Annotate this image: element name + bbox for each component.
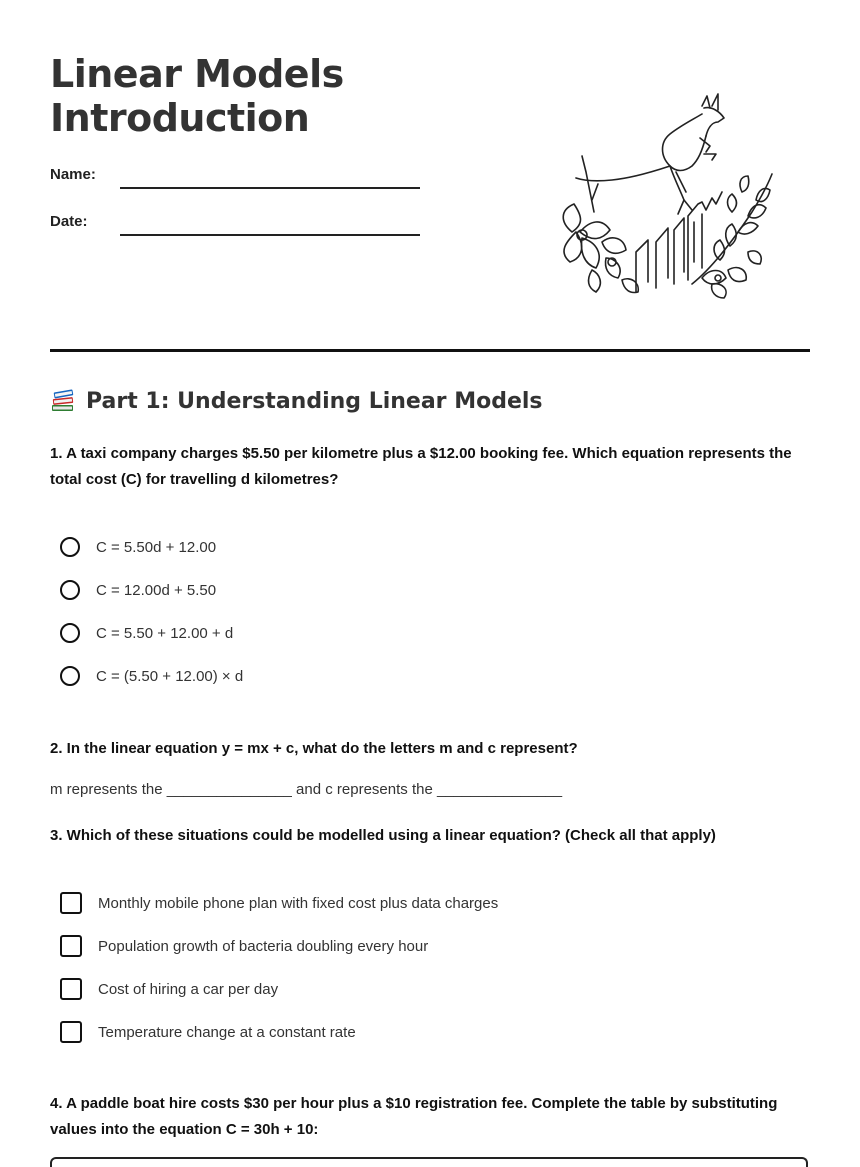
checkbox[interactable] <box>60 1021 82 1043</box>
question-4-text: 4. A paddle boat hire costs $30 per hour plus a $10 registration fee. Complete the table by substituting values into the equation C = 30h + 10: <box>50 1095 778 1138</box>
q1-option-label: C = (5.50 + 12.00) × d <box>96 667 244 685</box>
q2-text-m: m represents the <box>50 781 163 798</box>
radio-button[interactable] <box>60 666 80 686</box>
q1-option-c[interactable] <box>60 623 233 643</box>
q2-text-c: and c represents the <box>296 781 433 798</box>
q2-blank-c[interactable]: _______________ <box>436 781 563 798</box>
q3-option-label: Population growth of bacteria doubling every hour <box>98 937 429 955</box>
q2-blank-m[interactable]: _______________ <box>166 781 292 798</box>
q3-option-a[interactable] <box>60 892 498 914</box>
radio-button[interactable] <box>60 537 80 557</box>
question-2-text: 2. In the linear equation y = mx + c, what do the letters m and c represent? <box>50 740 578 757</box>
checkbox[interactable] <box>60 978 82 1000</box>
q3-option-label: Temperature change at a constant rate <box>98 1023 356 1041</box>
books-icon <box>50 388 76 414</box>
worksheet-title <box>50 52 344 140</box>
radio-button[interactable] <box>60 623 80 643</box>
q1-option-b[interactable] <box>60 580 216 600</box>
date-label: Date: <box>50 213 88 230</box>
checkbox[interactable] <box>60 892 82 914</box>
title-line-2: Introduction <box>50 96 310 140</box>
q1-option-a[interactable] <box>60 537 216 557</box>
q3-option-c[interactable] <box>60 978 278 1000</box>
q1-option-label: C = 5.50d + 12.00 <box>96 538 217 556</box>
q3-option-d[interactable] <box>60 1021 356 1043</box>
question-1-text: 1. A taxi company charges $5.50 per kilometre plus a $12.00 booking fee. Which equation represents the total cost (C) for travelling d kilometres? <box>50 445 792 488</box>
q4-table <box>50 1157 808 1167</box>
q3-option-b[interactable] <box>60 935 428 957</box>
title-line-1: Linear Models <box>50 52 344 96</box>
q1-option-d[interactable] <box>60 666 243 686</box>
date-field[interactable] <box>120 234 420 236</box>
question-3-text: 3. Which of these situations could be modelled using a linear equation? (Check all that apply) <box>50 827 716 844</box>
section-divider <box>50 349 810 352</box>
name-label: Name: <box>50 166 96 183</box>
radio-button[interactable] <box>60 580 80 600</box>
part1-title: Part 1: Understanding Linear Models <box>86 388 543 414</box>
kangaroo-illustration <box>552 92 782 302</box>
part1-heading <box>50 388 543 414</box>
q2-fill-in <box>50 781 562 798</box>
name-field[interactable] <box>120 187 420 189</box>
checkbox[interactable] <box>60 935 82 957</box>
q1-option-label: C = 5.50 + 12.00 + d <box>96 624 234 642</box>
q3-option-label: Monthly mobile phone plan with fixed cost plus data charges <box>98 894 499 912</box>
q1-option-label: C = 12.00d + 5.50 <box>96 581 217 599</box>
q3-option-label: Cost of hiring a car per day <box>98 980 279 998</box>
